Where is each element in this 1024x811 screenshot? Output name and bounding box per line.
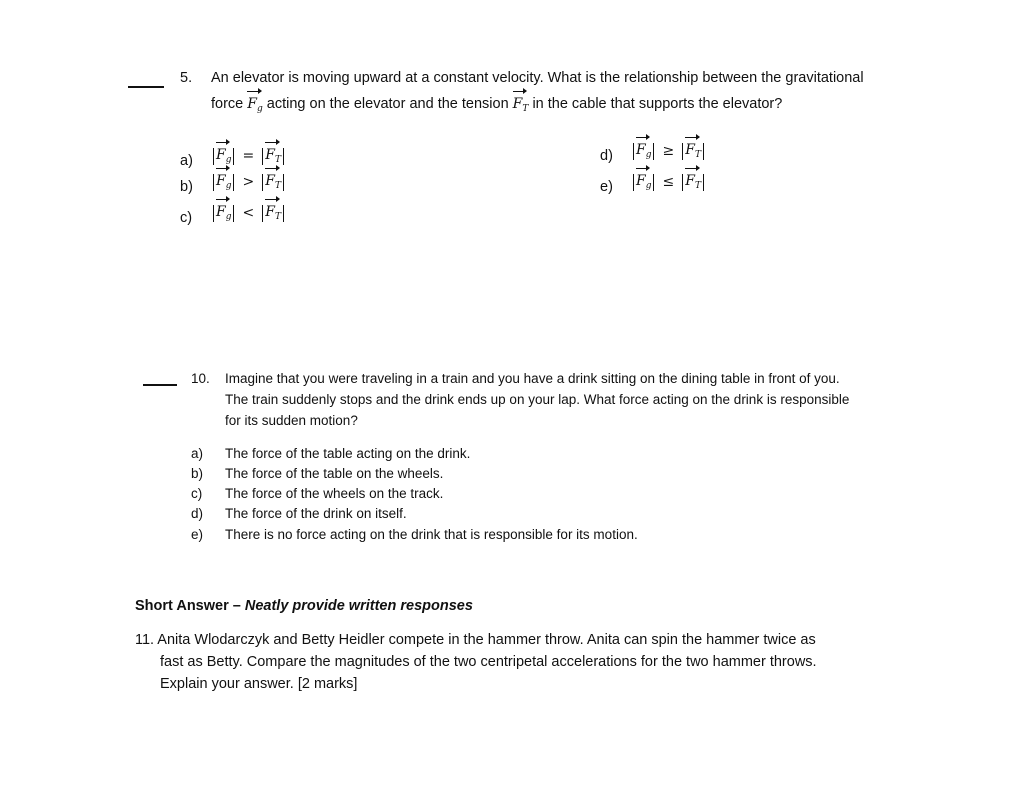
- answer-blank-q10[interactable]: [143, 384, 177, 386]
- vector-fg: $F_g$: [247, 90, 262, 120]
- option-label: d): [600, 147, 613, 164]
- q10-option-e-label: e): [191, 527, 204, 542]
- vector-ft: $F_T$: [685, 167, 701, 197]
- q10-option-c-label: c): [191, 486, 203, 501]
- option-label: e): [600, 178, 613, 195]
- relation-expression: [211, 198, 286, 228]
- question-5-line-1: An elevator is moving upward at a constant velocity. What is the relationship between the gravitational: [211, 70, 864, 86]
- question-10-line-3: for its sudden motion?: [225, 413, 358, 428]
- vector-fg: $F_g$: [216, 141, 231, 171]
- q10-option-a-label: a): [191, 446, 204, 461]
- q10-option-d[interactable]: The force of the drink on itself.: [225, 506, 407, 521]
- question-11-line-2: fast as Betty. Compare the magnitudes of the two centripetal accelerations for the two hammer throws.: [160, 654, 817, 670]
- vector-fg: $F_g$: [636, 167, 651, 197]
- option-label: b): [180, 178, 193, 195]
- question-11-line-3: Explain your answer. [2 marks]: [160, 676, 358, 692]
- vector-fg: $F_g$: [216, 167, 231, 197]
- vector-ft: $F_T$: [685, 136, 701, 166]
- question-number-5: 5.: [180, 70, 193, 86]
- question-11-line-1: 11. Anita Wlodarczyk and Betty Heidler compete in the hammer throw. Anita can spin the hammer twice as: [135, 632, 816, 648]
- vector-ft: $F_T$: [265, 141, 281, 171]
- q5-text-force: force: [211, 96, 244, 112]
- relation-symbol: >: [242, 174, 255, 190]
- short-answer-heading: [135, 598, 473, 614]
- q5-option-d[interactable]: [600, 136, 706, 167]
- short-answer-title: Short Answer –: [135, 598, 245, 614]
- vector-ft: $F_T$: [513, 90, 529, 120]
- relation-symbol: =: [242, 148, 255, 164]
- relation-expression: [631, 136, 706, 166]
- question-10-line-1: Imagine that you were traveling in a train and you have a drink sitting on the dining table in front of you.: [225, 371, 840, 386]
- short-answer-subtitle: Neatly provide written responses: [244, 598, 473, 614]
- q10-option-c[interactable]: The force of the wheels on the track.: [225, 486, 444, 501]
- relation-symbol: ≥: [662, 143, 675, 159]
- relation-expression: [631, 167, 706, 197]
- question-5-line-2: [211, 90, 782, 120]
- relation-expression: [211, 167, 286, 197]
- q5-text-cable: in the cable that supports the elevator?: [532, 96, 783, 112]
- q5-text-acting: acting on the elevator and the tension: [266, 96, 509, 112]
- answer-blank-q5[interactable]: [128, 86, 164, 88]
- q5-option-b[interactable]: [180, 167, 286, 198]
- q10-option-d-label: d): [191, 506, 204, 521]
- q5-option-c[interactable]: [180, 198, 286, 229]
- question-number-10: 10.: [191, 371, 210, 386]
- option-label: a): [180, 152, 193, 169]
- relation-symbol: <: [242, 205, 255, 221]
- question-10-line-2: The train suddenly stops and the drink ends up on your lap. What force acting on the drink is responsible: [225, 392, 850, 407]
- vector-fg: $F_g$: [216, 198, 231, 228]
- q10-option-b-label: b): [191, 466, 204, 481]
- vector-ft: $F_T$: [265, 167, 281, 197]
- vector-ft: $F_T$: [265, 198, 281, 228]
- q10-option-e[interactable]: There is no force acting on the drink that is responsible for its motion.: [225, 527, 638, 542]
- q10-option-a[interactable]: The force of the table acting on the drink.: [225, 446, 471, 461]
- relation-symbol: ≤: [662, 174, 675, 190]
- q5-option-e[interactable]: [600, 167, 706, 198]
- option-label: c): [180, 209, 193, 226]
- vector-fg: $F_g$: [636, 136, 651, 166]
- q10-option-b[interactable]: The force of the table on the wheels.: [225, 466, 444, 481]
